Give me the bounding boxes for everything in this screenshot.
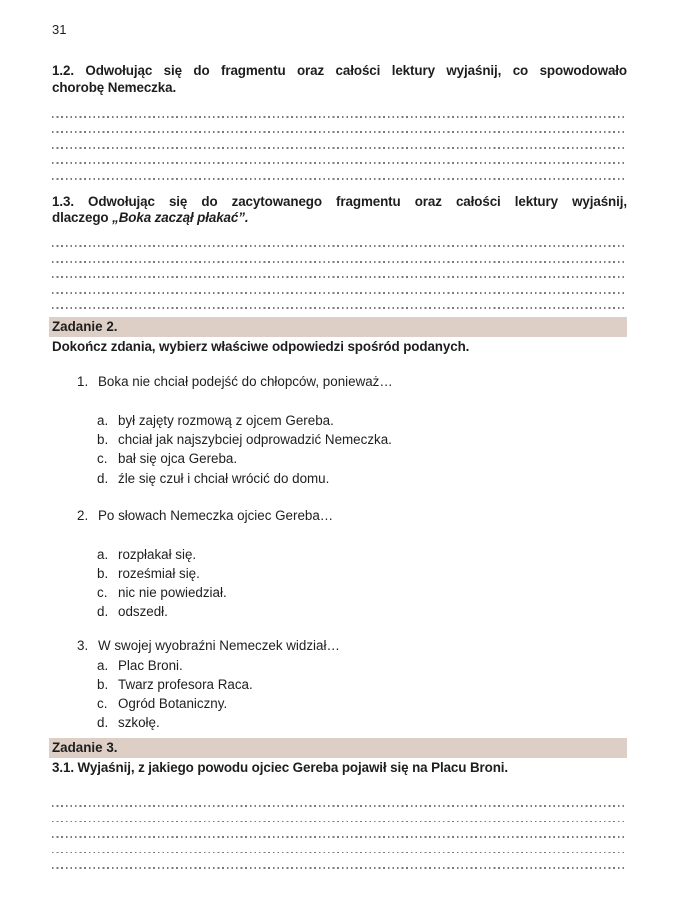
zadanie-3-header-band: Zadanie 3.: [49, 738, 627, 758]
answer-line: [52, 234, 627, 250]
mcq-option-letter: c.: [97, 696, 108, 712]
zadanie-2-section: [52, 317, 627, 732]
question-1-2-heading-line2: chorobę Nemeczka.: [52, 79, 177, 95]
mcq-option: [97, 602, 627, 621]
mcq-option: [97, 713, 627, 732]
mcq-option: [97, 545, 627, 564]
answer-line: [52, 135, 627, 151]
answer-lines-1-3: [52, 234, 627, 312]
mcq-option-letter: a.: [97, 546, 109, 562]
answer-line: [52, 265, 627, 281]
question-1-2-heading-line1: 1.2. Odwołując się do fragmentu oraz całości lektury wyjaśnij, co spowodowało: [52, 63, 627, 78]
page-number: 31: [52, 22, 67, 37]
mcq-question: [77, 637, 627, 733]
mcq-option: [97, 430, 627, 449]
mcq-option: [97, 656, 627, 675]
mcq-option-letter: d.: [97, 604, 109, 620]
mcq-question-number: 3.: [77, 637, 89, 653]
mcq-option: [97, 564, 627, 583]
mcq-option: [97, 675, 627, 694]
answer-line: [52, 855, 627, 871]
mcq-question-text: W swojej wyobraźni Nemeczek widział…: [98, 637, 340, 653]
mcq-question-text: Po słowach Nemeczka ojciec Gereba…: [98, 507, 334, 523]
answer-line: [52, 249, 627, 265]
mcq-option-letter: b.: [97, 676, 109, 692]
answer-line: [52, 166, 627, 182]
mcq-option-text: chciał jak najszybciej odprowadzić Nemeczka.: [118, 432, 392, 448]
answer-line: [52, 104, 627, 120]
mcq-option-text: Plac Broni.: [118, 657, 183, 673]
answer-line: [52, 280, 627, 296]
answer-line: [52, 809, 627, 825]
mcq-question: [77, 373, 627, 488]
answer-line: [52, 824, 627, 840]
mcq-question-number: 2.: [77, 507, 89, 523]
mcq-option-text: Ogród Botaniczny.: [118, 696, 228, 712]
mcq-option-text: nic nie powiedział.: [118, 585, 227, 601]
mcq-option-letter: b.: [97, 432, 109, 448]
zadanie-3-section: [52, 738, 627, 871]
mcq-option-text: źle się czuł i chciał wrócić do domu.: [118, 470, 330, 486]
answer-line: [52, 296, 627, 312]
answer-line: [52, 793, 627, 809]
mcq-option-letter: c.: [97, 585, 108, 601]
mcq-option: [97, 469, 627, 488]
mcq-option: [97, 411, 627, 430]
zadanie-2-header-band: Zadanie 2.: [49, 317, 627, 337]
mcq-option-letter: b.: [97, 566, 109, 582]
mcq-option-text: odszedł.: [118, 604, 168, 620]
question-1-3-heading-line1: 1.3. Odwołując się do zacytowanego fragmentu oraz całości lektury wyjaśnij,: [52, 193, 627, 209]
question-3-1-heading: 3.1. Wyjaśnij, z jakiego powodu ojciec Gereba pojawił się na Placu Broni.: [52, 759, 509, 775]
mcq-option-text: rozpłakał się.: [118, 546, 197, 562]
answer-line: [52, 840, 627, 856]
answer-lines-3-1: [52, 793, 627, 871]
mcq-question-number: 1.: [77, 374, 89, 389]
mcq-option-letter: c.: [97, 451, 108, 467]
mcq-option: [97, 694, 627, 713]
mcq-option-text: bał się ojca Gereba.: [118, 451, 238, 467]
mcq-list: [52, 373, 627, 732]
mcq-option-text: był zajęty rozmową z ojcem Gereba.: [118, 413, 334, 428]
mcq-option-letter: a.: [97, 657, 109, 673]
mcq-option-text: roześmiał się.: [118, 566, 200, 582]
zadanie-2-instruction: Dokończ zdania, wybierz właściwe odpowiedzi spośród podanych.: [52, 338, 470, 354]
answer-line: [52, 120, 627, 136]
mcq-option: [97, 449, 627, 468]
answer-line: [52, 151, 627, 167]
mcq-option-letter: d.: [97, 470, 109, 486]
mcq-option-text: Twarz profesora Raca.: [118, 676, 253, 692]
question-1-2-section: [52, 63, 627, 182]
mcq-option-letter: d.: [97, 715, 109, 731]
mcq-option-text: szkołę.: [118, 715, 160, 731]
question-1-3-section: [52, 194, 627, 312]
question-1-3-quote: „Boka zaczął płakać”.: [112, 210, 249, 225]
answer-lines-1-2: [52, 104, 627, 182]
mcq-question: [77, 507, 627, 622]
mcq-question-text: Boka nie chciał podejść do chłopców, ponieważ…: [98, 374, 393, 389]
mcq-option-letter: a.: [97, 413, 109, 428]
question-1-3-heading-line2: [52, 210, 627, 227]
question-1-3-prefix: dlaczego: [52, 210, 113, 225]
mcq-option: [97, 583, 627, 602]
